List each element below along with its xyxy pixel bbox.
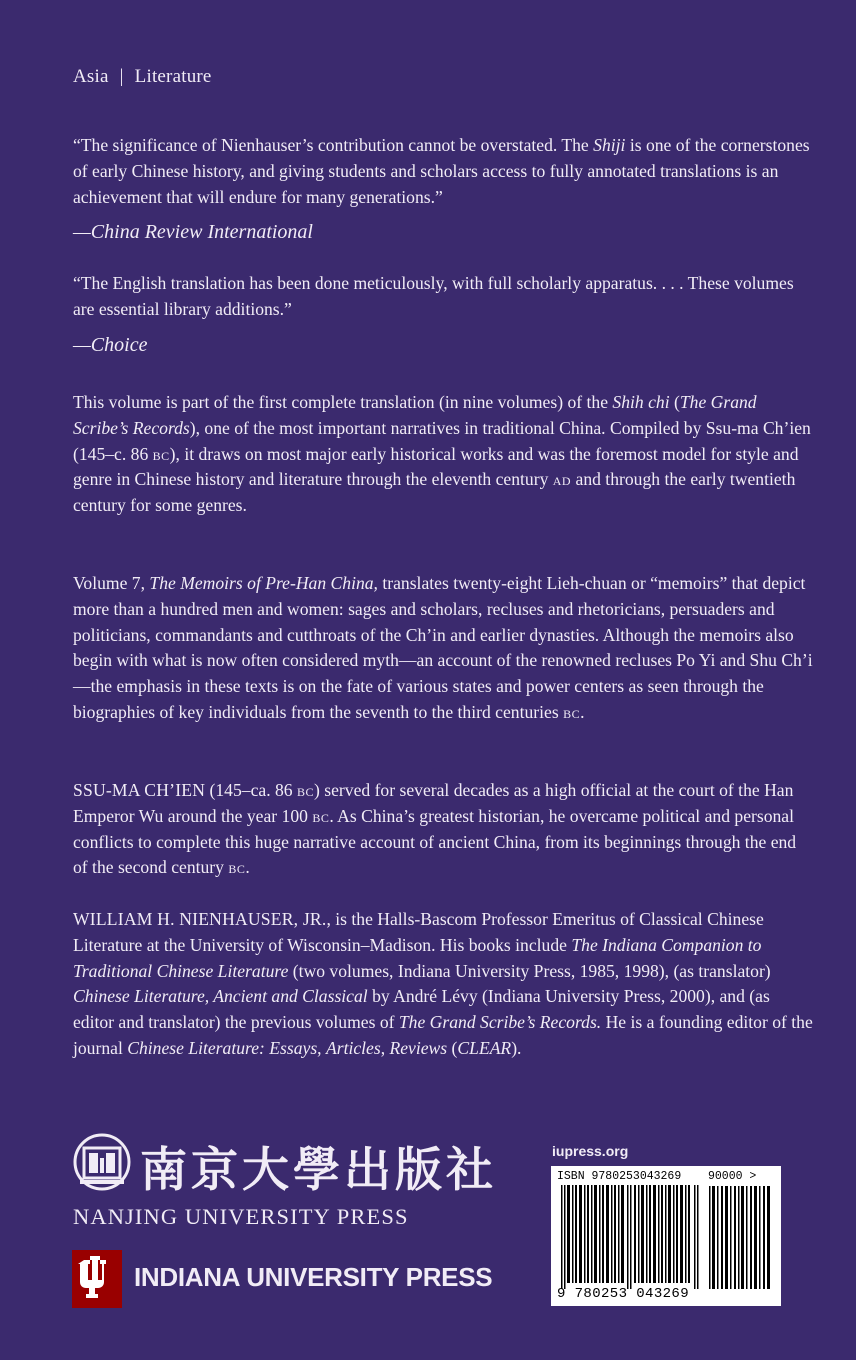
publisher-website: iupress.org (552, 1143, 629, 1159)
category-separator: | (119, 66, 124, 87)
review-quote-2-text: “The English translation has been done meticulously, with full scholarly apparatus. . . . These volumes are essential library additions.” (73, 273, 794, 319)
author-name: SSU-MA CH’IEN (73, 780, 206, 800)
review-quote-2 (73, 271, 815, 358)
nanjing-university-press-chinese-name: 南京大學出版社 (140, 1143, 497, 1198)
nanjing-university-press-logo-icon (72, 1132, 132, 1196)
barcode-digits: 9 780253 043269 (557, 1286, 690, 1302)
author-bio-paragraph: SSU-MA CH’IEN (145–ca. 86 bc) served for several decades as a high official at the court of the Han Emperor Wu around the year 100 bc. As China’s greatest historian, he overcame political and personal conflicts to complete this huge narrative account of ancient China, from its beginnings through the end of the second century bc. (73, 780, 797, 878)
review-attribution-2: —Choice (73, 333, 148, 356)
isbn-label: ISBN 9780253043269 (557, 1170, 682, 1183)
isbn-barcode (551, 1166, 781, 1306)
description-paragraph-2: Volume 7, The Memoirs of Pre-Han China, translates twenty-eight Lieh-chuan or “memoirs” that depict more than a hundred men and women: sages and scholars, recluses and rhetoricians, persuaders and politicians, commandants and cutthroats of the Ch’in and earlier dynasties. Although the memoirs also begin with what is now often considered myth—an account of the renowned recluses Po Yi and Shu Ch’i—the emphasis in these texts is on the fate of various states and power centers as seen through the biographies of key individuals from the seventh to the third centuries bc. (73, 573, 813, 722)
review-attribution-1: —China Review International (73, 221, 313, 244)
category-asia: Asia (73, 66, 109, 87)
indiana-university-press-name: INDIANA UNIVERSITY PRESS (134, 1262, 493, 1292)
barcode-addon-bars (708, 1186, 773, 1289)
price-code: 90000 > (708, 1170, 757, 1183)
translator-name: WILLIAM H. NIENHAUSER, JR. (73, 909, 327, 929)
indiana-university-trident-icon (72, 1250, 122, 1308)
translator-bio-paragraph: WILLIAM H. NIENHAUSER, JR., is the Halls-Bascom Professor Emeritus of Classical Chinese Literature at the University of Wisconsin–Madison. His books include The Indiana Companion to Traditional Chinese Literature (two volumes, Indiana University Press, 1985, 1998), (as translator) Chinese Literature, Ancient and Classical by André Lévy (Indiana University Press, 2000), and (as editor and translator) the previous volumes of The Grand Scribe’s Records. He is a founding editor of the journal Chinese Literature: Essays, Articles, Reviews (CLEAR). (73, 909, 813, 1058)
category-line (73, 66, 212, 88)
review-quote-1 (73, 133, 815, 246)
category-literature: Literature (134, 66, 212, 87)
description-paragraph-1: This volume is part of the first complete translation (in nine volumes) of the Shih chi (The Grand Scribe’s Records), one of the most important narratives in traditional China. Compiled by Ssu-ma Ch’ien (145–c. 86 bc), it draws on most major early historical works and was the foremost model for style and genre in Chinese history and literature through the eleventh century ad and through the early twentieth century for some genres. (73, 392, 811, 516)
barcode-main-bars (557, 1185, 703, 1289)
nanjing-university-press-english-name: NANJING UNIVERSITY PRESS (73, 1204, 409, 1229)
review-quote-1-text: “The significance of Nienhauser’s contribution cannot be overstated. The Shiji is one of the cornerstones of early Chinese history, and giving students and scholars access to fully annotated translations is an achievement that will endure for many generations.” (73, 135, 810, 207)
